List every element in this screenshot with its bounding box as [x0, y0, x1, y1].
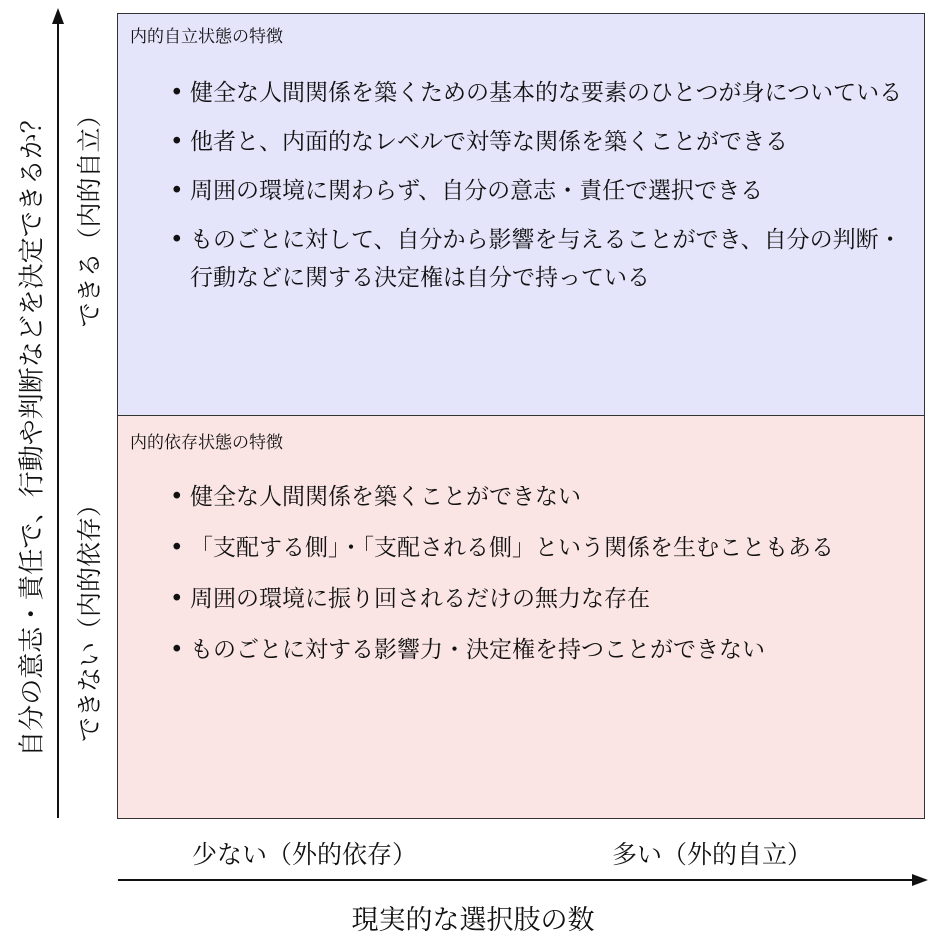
quadrant-title: 内的自立状態の特徴: [130, 27, 283, 47]
x-axis-arrow-icon: [912, 874, 928, 886]
list-item: [170, 580, 906, 618]
y-axis-arrow-icon: [52, 8, 64, 24]
quadrant-internal-independence: [117, 13, 925, 416]
bullet-icon: •: [170, 637, 184, 663]
bullet-icon: •: [170, 484, 184, 510]
quadrant-title: 内的依存状態の特徴: [130, 433, 283, 453]
bullet-icon: •: [170, 586, 184, 612]
bullet-icon: •: [170, 80, 184, 106]
y-axis-line: [57, 22, 59, 818]
list-item: [170, 74, 906, 112]
feature-list: [170, 478, 906, 682]
bullet-icon: •: [170, 535, 184, 561]
y-axis-high-label: できる（内的自立）: [75, 102, 104, 328]
quadrant-internal-dependence: [117, 415, 925, 819]
x-axis-line: [118, 879, 916, 881]
list-item-text: 「支配する側」・「支配される側」という関係を生むこともある: [190, 535, 834, 561]
bullet-icon: •: [170, 129, 184, 155]
feature-list: [170, 74, 906, 308]
bullet-icon: •: [170, 178, 184, 204]
list-item-text: ものごとに対する影響力・決定権を持つことができない: [190, 637, 765, 663]
list-item: [170, 123, 906, 161]
bullet-icon: •: [170, 227, 184, 253]
list-item-text: 周囲の環境に振り回されるだけの無力な存在: [190, 586, 650, 612]
list-item-text: 健全な人間関係を築くための基本的な要素のひとつが身についている: [190, 80, 903, 106]
x-axis-low-label: 少ない（外的依存）: [192, 840, 418, 869]
list-item: [170, 172, 906, 210]
list-item: [170, 631, 906, 669]
list-item-text: 他者と、内面的なレベルで対等な関係を築くことができる: [190, 129, 788, 155]
list-item-text: 周囲の環境に関わらず、自分の意志・責任で選択できる: [190, 178, 764, 204]
y-axis-label: 自分の意志・責任で、行動や判断などを決定できるか？: [17, 107, 48, 757]
list-item-text: 健全な人間関係を築くことができない: [190, 484, 581, 510]
x-axis-label: 現実的な選択肢の数: [351, 905, 595, 936]
list-item: [170, 221, 906, 297]
y-axis-low-label: できない（内的依存）: [75, 491, 104, 743]
list-item-text: ものごとに対して、自分から影響を与えることができ、自分の判断・行動などに関する決定権は自分で持っている: [190, 227, 902, 291]
list-item: [170, 529, 906, 567]
x-axis-high-label: 多い（外的自立）: [612, 840, 813, 869]
list-item: [170, 478, 906, 516]
